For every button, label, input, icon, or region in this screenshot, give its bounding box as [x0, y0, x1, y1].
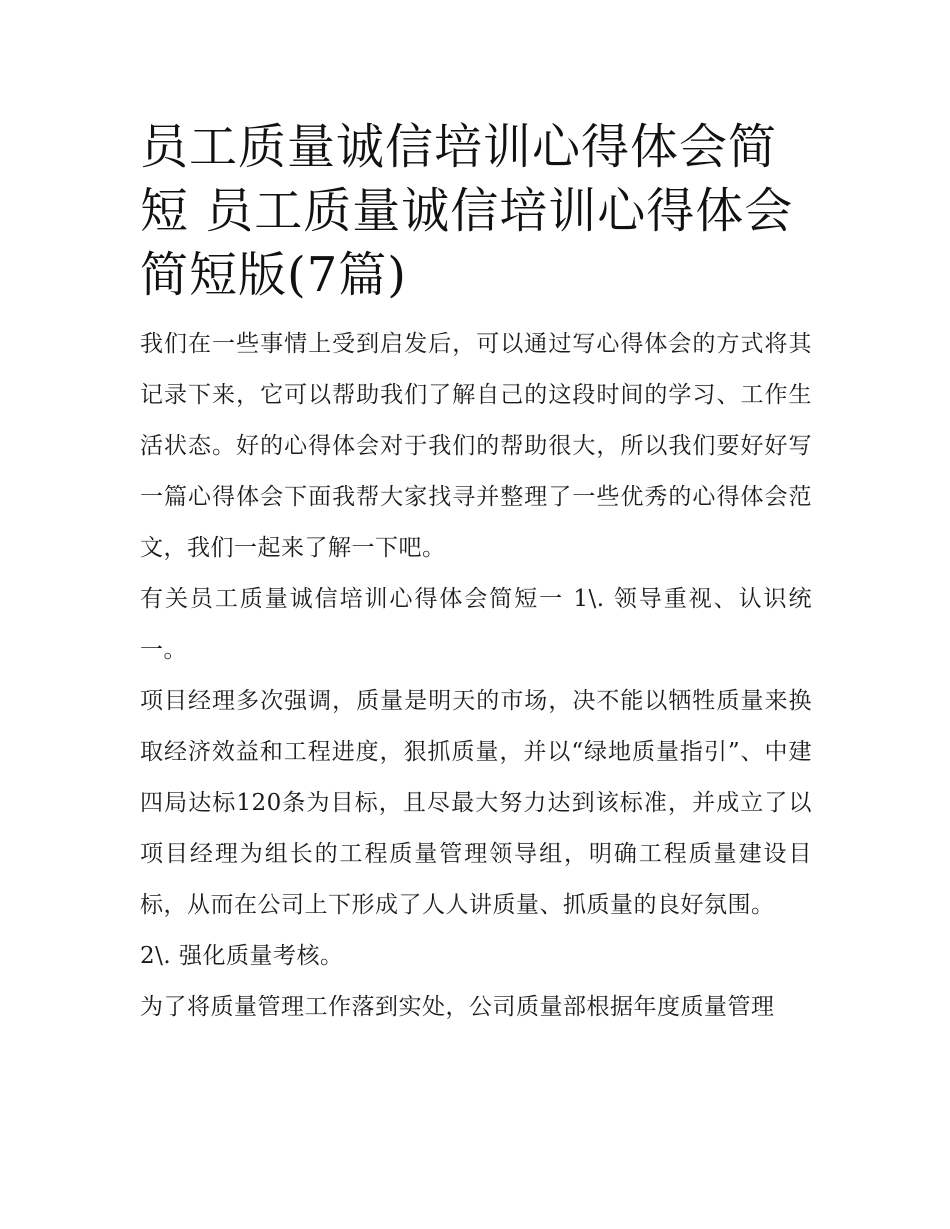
- section-heading-2: 2\. 强化质量考核。: [140, 943, 344, 969]
- body-paragraph-truncated: 为了将质量管理工作落到实处，公司质量部根据年度质量管理: [140, 994, 775, 1020]
- intro-paragraph: 我们在一些事情上受到启发后，可以通过写心得体会的方式将其记录下来，它可以帮助我们了解自己的这段时间的学习、工作生活状态。好的心得体会对于我们的帮助很大，所以我们要好好写一篇心得体会下面我帮大家找寻并整理了一些优秀的心得体会范文，我们一起来了解一下吧。: [140, 331, 812, 561]
- document-title: 员工质量诚信培训心得体会简短 员工质量诚信培训心得体会简短版(7篇): [140, 119, 794, 303]
- body-paragraph: 项目经理多次强调，质量是明天的市场，决不能以牺牲质量来换取经济效益和工程进度，狠抓质量，并以“绿地质量指引”、中建四局达标120条为目标，且尽最大努力达到该标准，并成立了以项目经理为组长的工程质量管理领导组，明确工程质量建设目标，从而在公司上下形成了人人讲质量、抓质量的良好氛围。: [140, 688, 812, 918]
- document-body: [140, 115, 812, 1033]
- section-heading-1: 有关员工质量诚信培训心得体会简短一 1\. 领导重视、认识统一。: [140, 586, 812, 663]
